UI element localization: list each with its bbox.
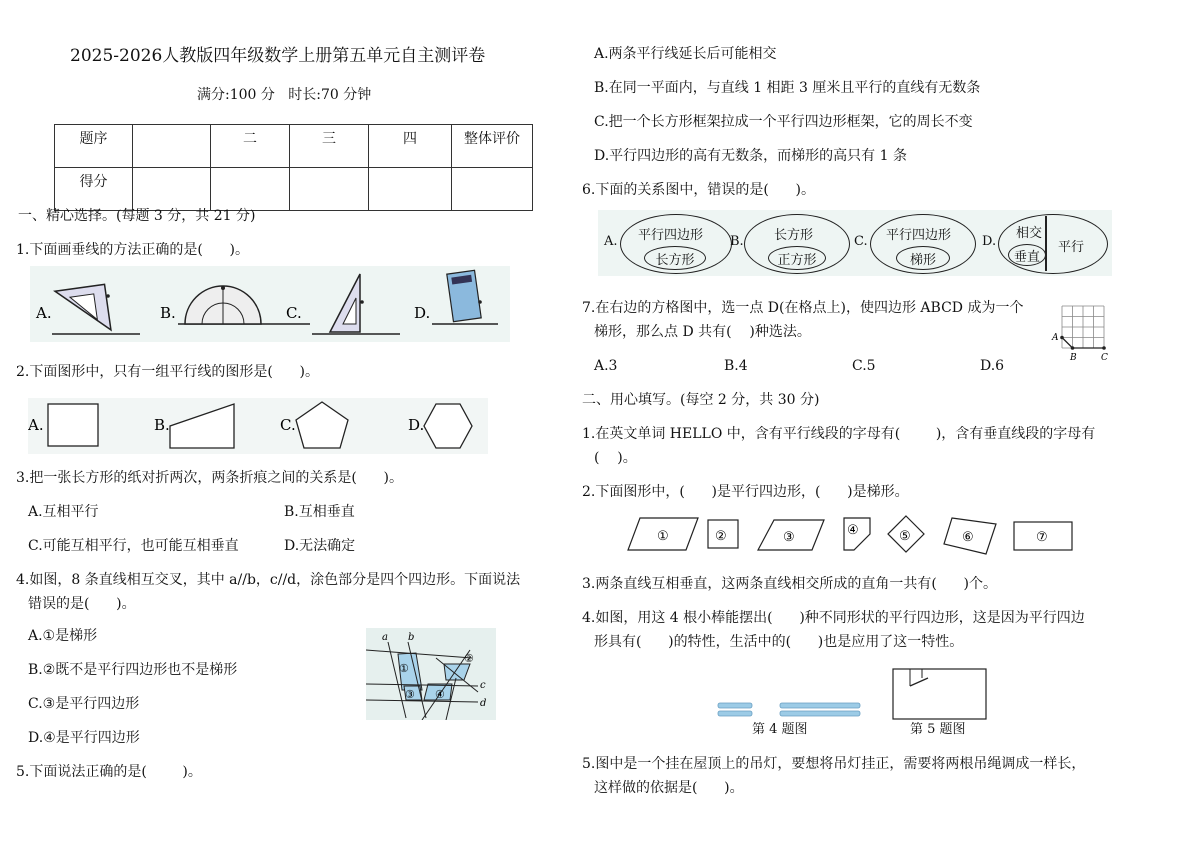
table-cell: 二 [211, 125, 290, 168]
q7-point-b: B [1070, 353, 1077, 363]
q7-option-a[interactable]: A.3 [594, 358, 618, 374]
s2-shape-label-4: ④ [847, 523, 859, 538]
q4-fig-label-1: ① [399, 662, 409, 675]
q6-d-ellipse[interactable] [998, 214, 1108, 274]
score-input-cell[interactable] [133, 168, 211, 211]
s2-q4-sticks-figure [716, 700, 864, 720]
q6-b-inner-ellipse: 正方形 [768, 246, 826, 270]
q1-figure [30, 266, 510, 342]
q4-fig-label-3: ③ [405, 688, 415, 701]
s2-shape-label-1: ① [657, 529, 669, 544]
q7-grid-figure [1048, 304, 1114, 366]
q5-option-d[interactable]: D.平行四边形的高有无数条，而梯形的高只有 1 条 [594, 148, 907, 164]
q4-option-a[interactable]: A.①是梯形 [28, 628, 98, 644]
q7-point-c: C [1101, 353, 1108, 363]
s2-shape-label-5: ⑤ [899, 529, 911, 544]
q3-option-d[interactable]: D.无法确定 [284, 538, 356, 554]
q4-fig-label-d: d [480, 698, 487, 709]
q2-label-d: D. [408, 416, 425, 434]
q7-text-line1: 7.在右边的方格图中，选一点 D(在格点上)，使四边形 ABCD 成为一个 [582, 300, 1024, 316]
q1-text: 1.下面画垂线的方法正确的是( )。 [16, 242, 249, 258]
q7-point-a: A [1052, 333, 1059, 343]
q3-option-b[interactable]: B.互相垂直 [284, 504, 355, 520]
table-cell [133, 125, 211, 168]
section2-heading: 二、用心填写。(每空 2 分，共 30 分) [582, 392, 820, 408]
q5-text: 5.下面说法正确的是( )。 [16, 764, 202, 780]
s2-q1-text-line1: 1.在英文单词 HELLO 中，含有平行线段的字母有( )，含有垂直线段的字母有 [582, 426, 1096, 442]
q6-d-left-top-text: 相交 [1016, 226, 1043, 241]
q3-option-c[interactable]: C.可能互相平行，也可能互相垂直 [28, 538, 239, 554]
score-table-score-row [55, 168, 533, 211]
s2-shape-label-3: ③ [783, 530, 795, 545]
score-input-cell[interactable] [290, 168, 369, 211]
q4-option-c[interactable]: C.③是平行四边形 [28, 696, 140, 712]
s2-q3-text: 3.两条直线互相垂直，这两条直线相交所成的直角一共有( )个。 [582, 576, 997, 592]
q4-fig-label-a: a [382, 632, 388, 643]
score-table [54, 124, 533, 211]
q6-label-c: C. [854, 234, 868, 249]
q7-text-line2: 梯形，那么点 D 共有( )种选法。 [594, 324, 811, 340]
page-subtitle: 满分:100 分 时长:70 分钟 [197, 87, 372, 103]
s2-q1-text-line2: ( )。 [594, 450, 637, 466]
q1-label-d: D. [414, 304, 431, 322]
s2-shape-label-6: ⑥ [962, 530, 974, 545]
q1-label-c: C. [286, 304, 302, 322]
s2-shape-label-2: ② [715, 529, 727, 544]
q6-label-d: D. [982, 234, 997, 249]
s2-fig5-caption: 第 5 题图 [910, 722, 966, 737]
q6-text: 6.下面的关系图中，错误的是( )。 [582, 182, 815, 198]
q6-label-a: A. [604, 234, 618, 249]
q3-text: 3.把一张长方形的纸对折两次，两条折痕之间的关系是( )。 [16, 470, 403, 486]
s2-q4-text-line1: 4.如图，用这 4 根小棒能摆出( )种不同形状的平行四边形，这是因为平行四边 [582, 610, 1085, 626]
q2-label-b: B. [154, 416, 170, 434]
score-input-cell[interactable] [452, 168, 533, 211]
page-title: 2025-2026人教版四年级数学上册第五单元自主测评卷 [70, 46, 486, 66]
s2-q4-text-line2: 形具有( )的特性，生活中的( )也是应用了这一特性。 [594, 634, 964, 650]
q6-b-outer-text: 长方形 [774, 228, 814, 243]
table-cell: 三 [290, 125, 369, 168]
q6-figure [598, 210, 1112, 276]
q6-c-inner-ellipse: 梯形 [896, 246, 950, 270]
s2-fig5-lamp-figure [892, 668, 988, 720]
q5-option-c[interactable]: C.把一个长方形框架拉成一个平行四边形框架，它的周长不变 [594, 114, 973, 130]
table-cell: 题序 [55, 125, 133, 168]
q4-text-line2: 错误的是( )。 [28, 596, 136, 612]
s2-shape-label-7: ⑦ [1036, 530, 1048, 545]
q2-text: 2.下面图形中，只有一组平行线的图形是( )。 [16, 364, 319, 380]
s2-q2-text: 2.下面图形中，( )是平行四边形，( )是梯形。 [582, 484, 909, 500]
q6-d-divider [1045, 216, 1047, 271]
q4-figure [366, 628, 496, 720]
s2-fig4-caption: 第 4 题图 [752, 722, 808, 737]
section1-heading: 一、精心选择。(每题 3 分，共 21 分) [18, 208, 256, 224]
q6-a-inner-ellipse: 长方形 [644, 246, 706, 270]
q6-d-right-text: 平行 [1058, 240, 1085, 255]
table-cell: 得分 [55, 168, 133, 211]
score-input-cell[interactable] [211, 168, 290, 211]
q4-option-b[interactable]: B.②既不是平行四边形也不是梯形 [28, 662, 238, 678]
s2-q2-shapes-figure [626, 514, 1078, 556]
score-table-header-row [55, 125, 533, 168]
q4-fig-label-c: c [480, 680, 486, 691]
q2-label-a: A. [28, 416, 44, 434]
q1-label-b: B. [160, 304, 176, 322]
q2-label-c: C. [280, 416, 296, 434]
s2-q5-text-line2: 这样做的依据是( )。 [594, 780, 744, 796]
q5-option-a[interactable]: A.两条平行线延长后可能相交 [594, 46, 777, 62]
q2-figure [28, 398, 488, 454]
s2-q5-text-line1: 5.图中是一个挂在屋顶上的吊灯，要想将吊灯挂正，需要将两根吊绳调成一样长， [582, 756, 1086, 772]
q6-c-outer-text: 平行四边形 [886, 228, 952, 243]
q7-option-d[interactable]: D.6 [980, 358, 1005, 374]
table-cell: 四 [369, 125, 452, 168]
q1-label-a: A. [36, 304, 52, 322]
q4-option-d[interactable]: D.④是平行四边形 [28, 730, 140, 746]
q6-label-b: B. [730, 234, 744, 249]
q4-fig-label-b: b [408, 632, 415, 643]
q7-option-b[interactable]: B.4 [724, 358, 748, 374]
q4-fig-label-4: ④ [435, 688, 445, 701]
q6-a-outer-text: 平行四边形 [638, 228, 704, 243]
q3-option-a[interactable]: A.互相平行 [28, 504, 99, 520]
score-input-cell[interactable] [369, 168, 452, 211]
q4-text-line1: 4.如图，8 条直线相互交叉，其中 a//b，c//d，涂色部分是四个四边形。下面说法 [16, 572, 521, 588]
table-cell: 整体评价 [452, 125, 533, 168]
q4-fig-label-2: ② [464, 652, 474, 665]
q5-option-b[interactable]: B.在同一平面内，与直线 1 相距 3 厘米且平行的直线有无数条 [594, 80, 981, 96]
q7-option-c[interactable]: C.5 [852, 358, 876, 374]
q6-d-inner-ellipse: 垂直 [1008, 244, 1046, 266]
